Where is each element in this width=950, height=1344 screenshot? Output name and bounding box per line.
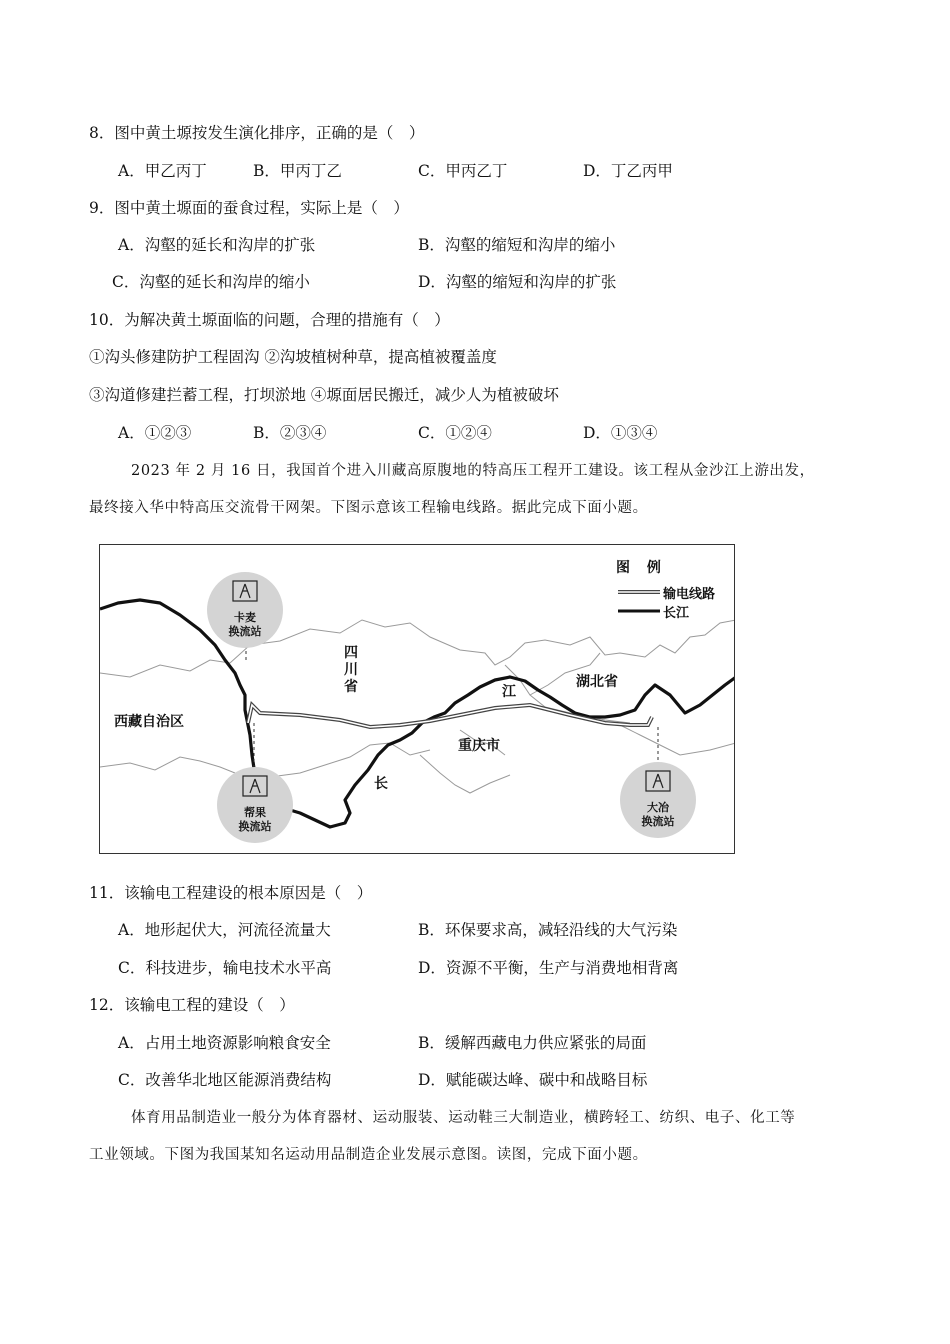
label-station-kamai: 卡麦 换流站 xyxy=(228,611,262,638)
label-river-chang: 长 xyxy=(374,776,388,792)
q12-option-a: A．占用土地资源影响粮食安全 xyxy=(118,1034,331,1052)
legend-transmission-line: 输电线路 xyxy=(663,587,716,602)
q8-option-d: D．丁乙丙甲 xyxy=(583,162,673,180)
question-8-stem: 8．图中黄土塬按发生演化排序，正确的是（ ） xyxy=(89,124,425,142)
q12-option-b: B．缓解西藏电力供应紧张的局面 xyxy=(418,1034,647,1052)
label-hubei: 湖北省 xyxy=(576,674,618,690)
label-station-bangguo: 帮果 换流站 xyxy=(238,806,272,833)
q10-statements-1: ①沟头修建防护工程固沟 ②沟坡植树种草，提高植被覆盖度 xyxy=(89,348,497,366)
intro-paragraph-2-line-1: 体育用品制造业一般分为体育器材、运动服装、运动鞋三大制造业，横跨轻工、纺织、电子、化工等 xyxy=(131,1110,796,1126)
q12-option-d: D．赋能碳达峰、碳中和战略目标 xyxy=(418,1071,648,1089)
q8-option-a: A．甲乙丙丁 xyxy=(118,162,207,180)
q9-option-c: C．沟壑的延长和沟岸的缩小 xyxy=(112,273,310,291)
q10-option-d: D．①③④ xyxy=(583,424,658,442)
intro-paragraph-1-line-1: 2023 年 2 月 16 日，我国首个进入川藏高原腹地的特高压工程开工建设。该工程从金沙江上游出发， xyxy=(131,463,815,479)
label-chongqing: 重庆市 xyxy=(458,738,500,754)
question-10-stem: 10．为解决黄土塬面临的问题，合理的措施有（ ） xyxy=(89,311,450,329)
intro-paragraph-1-line-2: 最终接入华中特高压交流骨干网架。下图示意该工程输电线路。据此完成下面小题。 xyxy=(89,500,648,516)
q8-option-b: B．甲丙丁乙 xyxy=(253,162,342,180)
q11-option-b: B．环保要求高，减轻沿线的大气污染 xyxy=(418,921,678,939)
q9-option-a: A．沟壑的延长和沟岸的扩张 xyxy=(118,236,316,254)
question-12-stem: 12．该输电工程的建设（ ） xyxy=(89,996,295,1014)
q10-option-c: C．①②④ xyxy=(418,424,492,442)
q12-option-c: C．改善华北地区能源消费结构 xyxy=(118,1071,332,1089)
legend-yangtze: 长江 xyxy=(663,606,690,621)
label-station-daye: 大冶 换流站 xyxy=(641,801,675,828)
q11-option-a: A．地形起伏大，河流径流量大 xyxy=(118,921,331,939)
q11-option-d: D．资源不平衡，生产与消费地相背离 xyxy=(418,959,679,977)
q9-option-b: B．沟壑的缩短和沟岸的缩小 xyxy=(418,236,616,254)
q9-option-d: D．沟壑的缩短和沟岸的扩张 xyxy=(418,273,617,291)
q10-option-a: A．①②③ xyxy=(118,424,192,442)
q8-option-c: C．甲丙乙丁 xyxy=(418,162,508,180)
label-tibet: 西藏自治区 xyxy=(114,714,184,730)
legend-title: 图 例 xyxy=(616,560,667,576)
legend-symbols xyxy=(618,592,660,611)
transmission-line-map xyxy=(99,544,735,854)
label-sichuan: 四 川 省 xyxy=(344,645,358,695)
label-river-jiang: 江 xyxy=(502,684,516,700)
question-11-stem: 11．该输电工程建设的根本原因是（ ） xyxy=(89,884,373,902)
q10-statements-2: ③沟道修建拦蓄工程，打坝淤地 ④塬面居民搬迁，减少人为植被破坏 xyxy=(89,386,559,404)
q11-option-c: C．科技进步，输电技术水平高 xyxy=(118,959,332,977)
intro-paragraph-2-line-2: 工业领域。下图为我国某知名运动用品制造企业发展示意图。读图，完成下面小题。 xyxy=(89,1147,648,1163)
question-9-stem: 9．图中黄土塬面的蚕食过程，实际上是（ ） xyxy=(89,199,409,217)
q10-option-b: B．②③④ xyxy=(253,424,327,442)
